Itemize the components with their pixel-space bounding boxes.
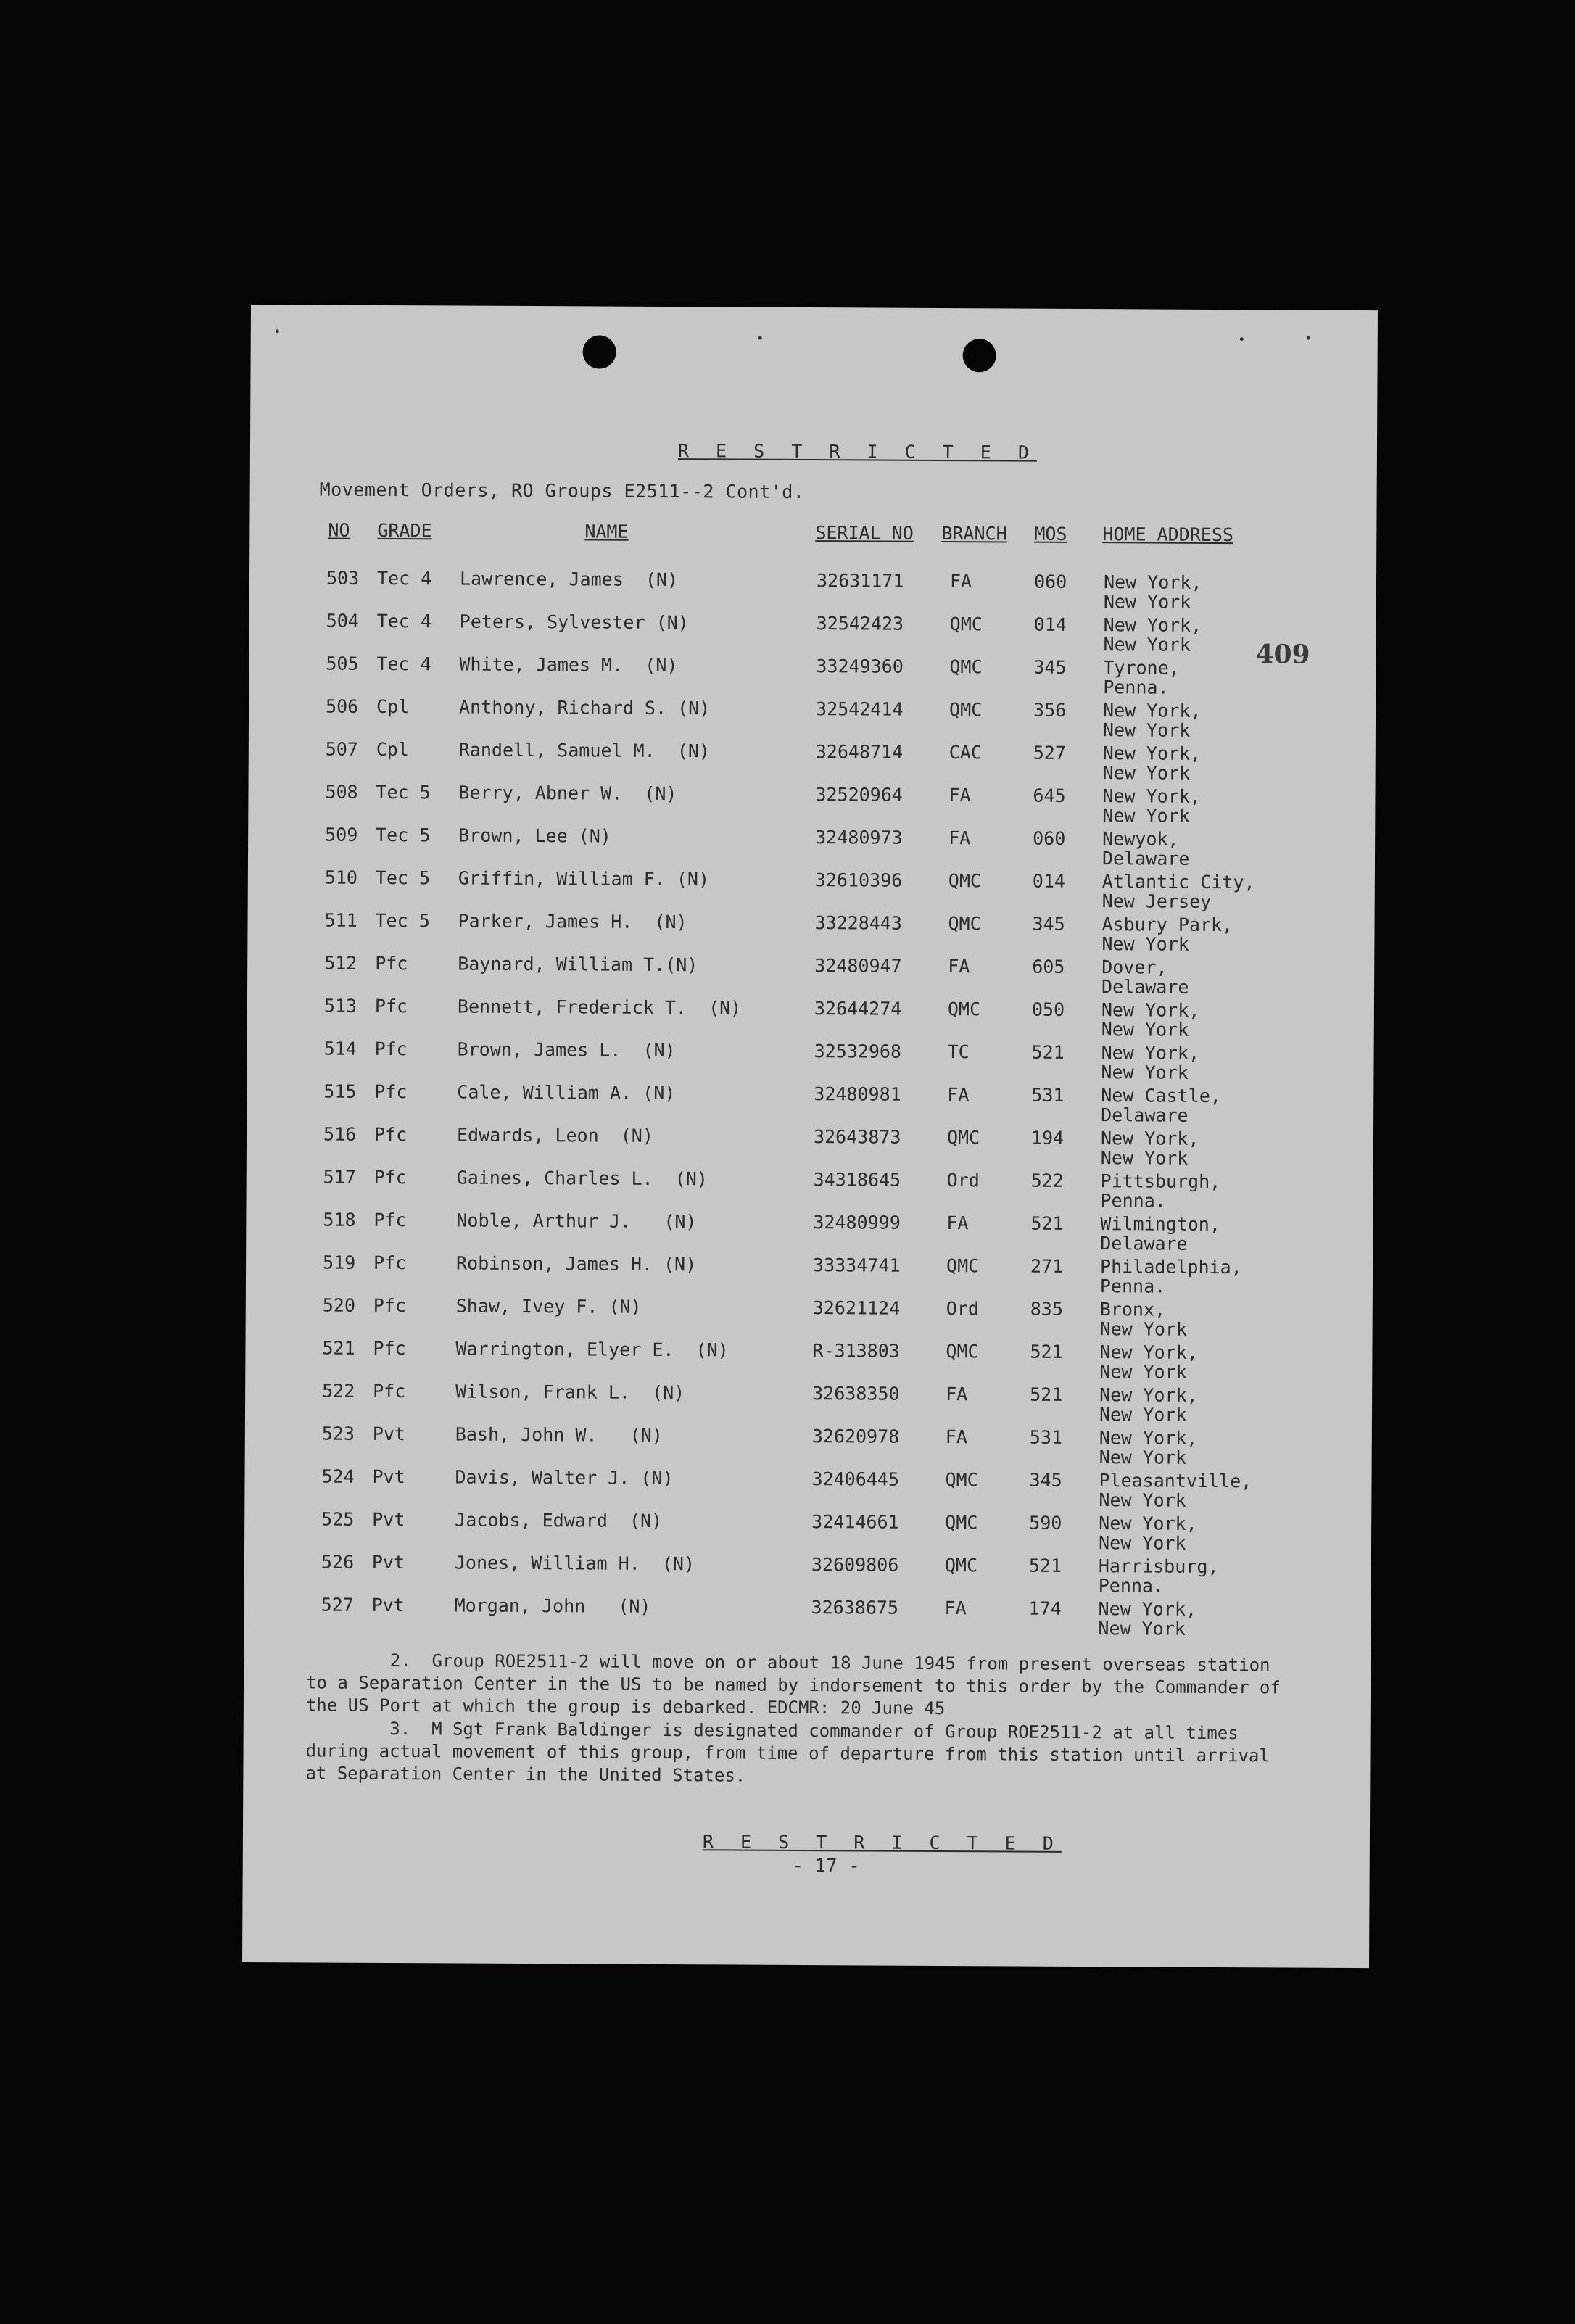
row-name: Morgan, John (N) [454,1595,651,1617]
row-address-line1: New York, [1103,614,1202,636]
table-row [246,1294,1373,1342]
row-serial: 32609806 [811,1554,899,1576]
paper-speck [1240,337,1244,341]
table-row [244,1551,1371,1599]
row-name: Noble, Arthur J. (N) [456,1209,697,1233]
row-no: 517 [323,1166,356,1188]
row-name: Randell, Samuel M. (N) [458,739,711,762]
row-name: Bash, John W. (N) [455,1423,663,1446]
row-mos: 590 [1029,1512,1062,1534]
row-address-line2: New York [1098,1618,1186,1639]
row-address-line1: New York, [1098,1598,1197,1620]
row-address-line1: New York, [1103,571,1202,593]
row-branch: QMC [946,1127,980,1149]
row-address-line2: New York [1099,1318,1188,1340]
table-row [246,1166,1373,1214]
table-row [247,995,1374,1043]
row-mos: 522 [1030,1170,1064,1191]
row-mos: 345 [1032,913,1065,935]
row-name: Jones, William H. (N) [454,1552,695,1575]
row-grade: Pfc [374,1038,408,1060]
column-header-mos: MOS [1034,523,1067,545]
row-address-line1: Asbury Park, [1101,914,1233,936]
row-name: Parker, James H. (N) [458,910,687,933]
row-branch: QMC [946,1255,980,1277]
row-name: Edwards, Leon (N) [456,1124,654,1146]
table-row [247,1080,1373,1128]
row-mos: 521 [1030,1212,1064,1234]
row-serial: 33334741 [812,1254,901,1276]
row-no: 505 [326,653,359,674]
row-mos: 174 [1028,1597,1062,1619]
row-branch: QMC [949,656,983,678]
row-serial: 32610396 [814,869,903,891]
row-grade: Pfc [373,1166,407,1188]
row-mos: 060 [1033,827,1066,849]
row-address-line1: Bronx, [1099,1299,1166,1320]
row-no: 525 [321,1508,355,1530]
row-grade: Pfc [374,995,408,1017]
row-mos: 521 [1031,1041,1065,1063]
row-branch: QMC [944,1555,978,1576]
row-grade: Cpl [376,738,410,761]
row-address-line2: Penna. [1099,1275,1166,1297]
row-branch: FA [948,956,970,977]
row-no: 513 [323,995,357,1017]
paper-speck [758,336,762,340]
row-address-line1: Wilmington, [1100,1213,1221,1236]
row-address-line1: New York, [1101,1042,1200,1064]
table-row [245,1423,1372,1471]
row-address-line1: Pleasantville, [1099,1470,1252,1492]
column-header-grade: GRADE [377,519,432,542]
row-serial: 32406445 [811,1468,900,1490]
punch-hole-right [963,339,996,372]
row-address-line1: Newyok, [1102,828,1179,850]
row-address-line2: Penna. [1103,677,1169,698]
table-row [247,952,1374,1000]
table-row [249,567,1376,615]
table-row [247,1038,1373,1086]
row-serial: 32542414 [816,698,904,720]
row-serial: 32480973 [815,827,903,848]
row-grade: Tec 5 [376,824,431,846]
row-mos: 345 [1029,1469,1062,1491]
row-address-line1: New York, [1099,1427,1198,1449]
table-row [245,1337,1372,1385]
punch-hole-left [583,335,616,368]
row-no: 512 [324,952,357,974]
row-serial: 32621124 [812,1297,901,1319]
table-row [249,610,1376,658]
row-name: Brown, James L. (N) [457,1038,676,1062]
row-mos: 050 [1031,998,1065,1020]
row-no: 509 [325,824,358,845]
row-branch: QMC [945,1469,978,1491]
table-row [246,1252,1373,1299]
row-address-line2: New York [1101,933,1189,955]
restricted-footer: R E S T R I C T E D [702,1831,1062,1854]
row-serial: 32542423 [816,613,904,634]
row-mos: 531 [1029,1426,1063,1448]
row-name: Robinson, James H. (N) [456,1252,697,1275]
row-name: White, James M. (N) [459,653,678,677]
row-serial: 33228443 [814,912,903,934]
row-grade: Pvt [371,1594,405,1616]
paragraph-3: 3. M Sgt Frank Baldinger is designated commander of Group ROE2511-2 at all times during actual movement of this group, from time of departure from this station until arrival at Separation Center in the United States. [305,1718,1281,1786]
row-branch: FA [948,785,971,806]
row-branch: QMC [946,1341,979,1362]
row-address-line1: New York, [1099,1513,1197,1534]
paragraph-2: 2. Group ROE2511-2 will move on or about 18 June 1945 from present overseas station to a Separation Center in the US to be named by indorsement to this order by the Commander of the US Port at which the group is debarked. EDCMR: 20 June 45 [305,1650,1291,1719]
row-branch: QMC [945,1512,978,1534]
row-branch: CAC [948,742,983,764]
row-mos: 060 [1033,571,1067,592]
row-branch: QMC [949,613,983,635]
row-grade: Pfc [373,1337,406,1360]
row-branch: TC [947,1041,970,1063]
page-stamp-number: 409 [1255,639,1310,670]
row-address-line1: New York, [1102,785,1202,807]
row-mos: 645 [1033,785,1066,806]
row-no: 503 [326,567,360,589]
row-address-line2: Delaware [1101,1104,1189,1126]
row-mos: 271 [1030,1255,1064,1277]
row-address-line2: New York [1102,762,1191,784]
row-branch: FA [948,827,971,849]
row-address-line2: New York [1099,1447,1187,1468]
table-row [248,781,1375,829]
paper-speck [1307,336,1310,340]
row-address-line1: New Castle, [1101,1085,1221,1107]
table-row [249,653,1376,700]
row-address-line2: Delaware [1100,1233,1188,1254]
row-address-line2: New Jersey [1101,890,1212,912]
row-no: 511 [324,909,357,931]
row-name: Peters, Sylvester (N) [459,611,689,634]
row-mos: 356 [1033,699,1067,721]
row-address-line2: New York [1101,1019,1189,1041]
row-no: 518 [323,1209,356,1231]
row-serial: 32638675 [811,1597,899,1618]
row-branch: QMC [949,699,983,721]
row-branch: FA [946,1212,969,1234]
row-serial: R-313803 [812,1340,900,1362]
column-header-name: NAME [584,521,629,542]
row-address-line1: Tyrone, [1103,657,1180,679]
row-name: Warrington, Elyer E. (N) [455,1338,729,1361]
row-name: Griffin, William F. (N) [458,867,710,890]
row-serial: 32620978 [811,1426,900,1447]
row-no: 507 [325,738,359,760]
row-branch: QMC [948,913,981,935]
row-grade: Pvt [372,1465,405,1488]
row-serial: 32480981 [814,1083,901,1105]
row-no: 510 [324,867,358,888]
row-serial: 32480999 [813,1212,901,1233]
row-name: Baynard, William T.(N) [458,953,698,976]
row-mos: 835 [1030,1298,1063,1320]
column-header-serial: SERIAL NO [815,522,914,544]
row-grade: Pvt [371,1551,405,1574]
row-address-line1: New York, [1099,1341,1198,1363]
table-row [249,695,1376,743]
row-mos: 194 [1030,1127,1065,1149]
row-serial: 32631171 [816,570,904,592]
row-grade: Pfc [375,952,408,975]
table-row [247,1123,1373,1171]
table-row [244,1508,1371,1556]
row-no: 516 [323,1123,357,1145]
row-mos: 605 [1032,956,1065,977]
row-address-line2: New York [1098,1532,1186,1554]
row-no: 515 [323,1080,357,1102]
table-row [247,909,1374,957]
row-address-line1: Dover, [1101,956,1167,978]
row-address-line1: New York, [1103,700,1202,721]
row-address-line2: New York [1099,1489,1186,1511]
row-grade: Pvt [372,1423,406,1445]
row-branch: Ord [946,1298,979,1320]
table-row [244,1465,1371,1513]
table-row [245,1380,1372,1428]
row-grade: Tec 5 [375,909,430,932]
row-name: Davis, Walter J. (N) [455,1466,674,1489]
row-name: Bennett, Frederick T. (N) [457,996,742,1019]
row-mos: 521 [1030,1384,1063,1405]
row-name: Shaw, Ivey F. (N) [455,1295,642,1318]
row-address-line2: New York [1103,634,1191,656]
restricted-heading: R E S T R I C T E D [677,440,1038,463]
row-grade: Tec 4 [376,610,432,632]
row-address-line1: Harrisburg, [1098,1555,1219,1578]
column-header-branch: BRANCH [941,522,1007,545]
row-name: Jacobs, Edward (N) [455,1509,663,1531]
row-address-line2: New York [1102,805,1190,827]
table-row [248,824,1375,872]
row-address-line2: Delaware [1101,976,1189,998]
paper-speck [276,329,279,333]
column-header-address: HOME ADDRESS [1102,524,1234,546]
row-serial: 32638350 [812,1383,900,1405]
document-subtitle: Movement Orders, RO Groups E2511--2 Cont'd. [319,479,805,503]
row-no: 504 [326,610,359,632]
row-grade: Pfc [373,1380,406,1402]
row-no: 508 [325,781,358,803]
row-branch: FA [944,1597,967,1619]
row-branch: FA [947,1084,970,1106]
row-mos: 527 [1033,742,1067,764]
row-no: 522 [322,1380,355,1402]
row-name: Wilson, Frank L. (N) [455,1381,685,1404]
row-serial: 32520964 [815,784,903,806]
row-name: Brown, Lee (N) [458,824,611,847]
row-no: 520 [322,1294,356,1316]
row-grade: Pfc [374,1080,408,1103]
row-mos: 531 [1031,1084,1065,1106]
document-page [242,305,1378,1968]
page-number: - 17 - [792,1854,861,1877]
row-serial: 34318645 [813,1169,901,1191]
row-branch: FA [946,1384,968,1405]
row-name: Anthony, Richard S. (N) [459,696,711,719]
row-name: Gaines, Charles L. (N) [456,1167,708,1190]
row-address-line2: New York [1101,1062,1189,1083]
table-row [248,867,1375,914]
column-header-no: NO [328,519,350,541]
row-address-line1: Philadelphia, [1099,1256,1242,1278]
row-branch: QMC [948,870,982,892]
row-no: 523 [321,1423,355,1444]
row-grade: Tec 4 [376,653,431,675]
row-serial: 32643873 [813,1126,901,1148]
row-branch: FA [945,1426,968,1448]
row-address-line1: New York, [1102,743,1202,764]
row-grade: Tec 4 [376,567,432,590]
row-address-line1: Atlantic City, [1101,871,1255,893]
row-no: 514 [323,1038,357,1059]
table-row [249,738,1376,786]
row-grade: Tec 5 [375,867,431,889]
row-branch: FA [949,571,972,592]
row-grade: Cpl [376,695,410,718]
table-row [246,1209,1373,1257]
row-serial: 32644274 [814,998,902,1020]
row-mos: 014 [1032,870,1066,892]
row-address-line1: Pittsburgh, [1100,1170,1221,1193]
row-grade: Pfc [373,1294,407,1317]
row-no: 524 [321,1465,355,1487]
row-serial: 33249360 [816,656,904,677]
row-name: Lawrence, James (N) [459,568,679,591]
table-row [244,1594,1371,1642]
row-no: 519 [323,1252,356,1273]
row-address-line2: Delaware [1101,848,1190,869]
row-no: 527 [321,1594,354,1616]
row-address-line1: New York, [1100,1128,1199,1149]
row-grade: Pfc [373,1123,408,1146]
row-grade: Pfc [373,1209,407,1231]
row-address-line2: Penna. [1100,1190,1166,1212]
row-mos: 521 [1030,1341,1063,1362]
row-mos: 014 [1033,613,1067,635]
row-grade: Pfc [373,1252,407,1274]
row-serial: 32480947 [814,955,902,977]
row-serial: 32532968 [814,1041,902,1062]
row-address-line1: New York, [1099,1384,1198,1406]
row-serial: 32648714 [815,741,904,763]
row-no: 526 [321,1551,355,1573]
row-mos: 345 [1033,656,1067,678]
row-address-line2: New York [1099,1404,1187,1426]
row-no: 506 [326,695,359,717]
row-address-line2: New York [1103,591,1191,613]
row-grade: Pvt [372,1508,405,1531]
row-mos: 521 [1028,1555,1062,1576]
row-name: Berry, Abner W. (N) [458,782,677,805]
row-no: 521 [322,1337,355,1359]
row-address-line1: New York, [1101,999,1200,1021]
row-branch: Ord [946,1170,980,1191]
row-name: Cale, William A. (N) [457,1081,676,1104]
row-address-line2: New York [1099,1361,1187,1383]
row-address-line2: New York [1102,719,1191,741]
row-address-line2: New York [1100,1147,1189,1169]
row-address-line2: Penna. [1098,1575,1165,1597]
row-branch: QMC [947,998,981,1020]
row-grade: Tec 5 [376,781,431,803]
row-serial: 32414661 [811,1511,899,1533]
